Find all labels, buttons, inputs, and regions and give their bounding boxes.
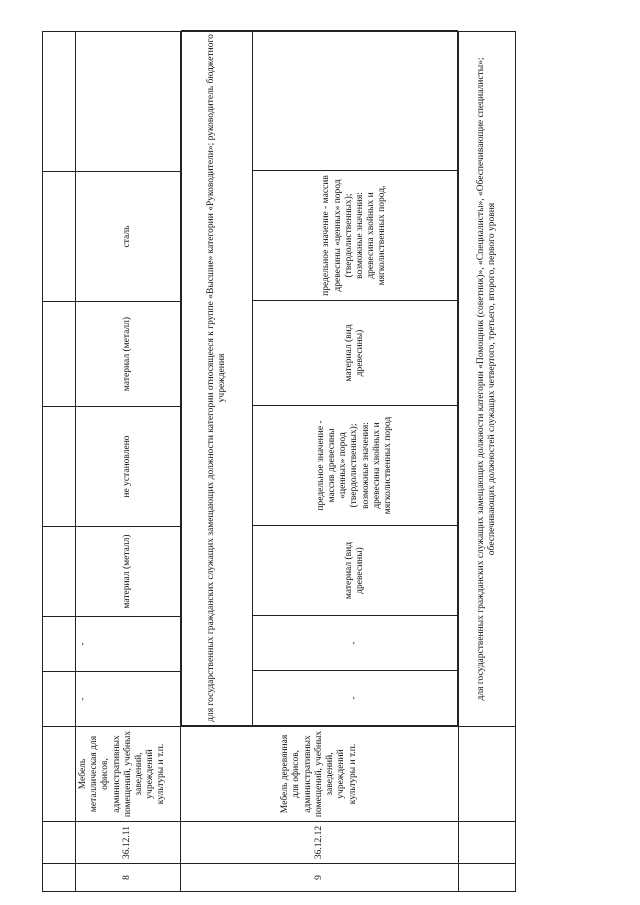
table-cell xyxy=(43,527,76,617)
section-heads-label: для государственных гражданских служащих замещающих должности категории относящееся к группе «Высшие» категории «Руководители»; руководитель бюджетного учреждения xyxy=(182,30,253,725)
row-9-detail xyxy=(181,32,459,727)
characteristic-name: материал (металл) xyxy=(76,302,181,407)
characteristic-name: материал (вид древесины) xyxy=(253,526,458,616)
furniture-requirements-table xyxy=(42,31,516,892)
table-cell xyxy=(43,672,76,727)
section-row xyxy=(182,30,253,725)
section-row xyxy=(459,32,516,892)
product-name: Мебель деревянная для офисов, административных помещений, учебных заведений, учреждений культуры и т.п. xyxy=(181,727,459,822)
characteristic-value: не установлено xyxy=(76,407,181,527)
table-cell xyxy=(253,30,458,170)
section-specialists-label: для государственных гражданских служащих замещающих должности категории «Помощник (советник)», «Специалисты», «Обеспечивающие специалисты»; обеспечивающих должностей служащих четвертого, третьего, второго, первого уровня xyxy=(459,32,516,727)
characteristic-value: сталь xyxy=(76,172,181,302)
table-cell xyxy=(459,822,516,864)
table-cell xyxy=(43,822,76,864)
characteristic-value: предельное значение - массив древесины «ценных» пород (твердолиственных); возможные значения: древесина хвойных и мягколиственных пород, xyxy=(253,171,458,301)
table-cell xyxy=(43,727,76,822)
table-cell: - xyxy=(253,671,458,726)
table-top-row xyxy=(43,32,76,892)
table-cell: - xyxy=(76,617,181,672)
table-row xyxy=(181,32,459,892)
row-number: 9 xyxy=(181,864,459,892)
table-cell xyxy=(459,727,516,822)
row-number: 8 xyxy=(76,864,181,892)
table-cell: - xyxy=(76,672,181,727)
table-row xyxy=(76,32,181,892)
table-cell xyxy=(76,32,181,172)
characteristic-name: материал (металл) xyxy=(76,527,181,617)
table-cell xyxy=(43,302,76,407)
nested-table xyxy=(181,30,458,726)
table-cell xyxy=(43,32,76,172)
okpd-code: 36.12.12 xyxy=(181,822,459,864)
table-row xyxy=(253,30,458,725)
table-cell xyxy=(43,864,76,892)
table-cell xyxy=(43,172,76,302)
table-cell xyxy=(43,407,76,527)
rotated-page xyxy=(42,32,502,892)
characteristic-value: предельное значение - массив древесины «ценных» пород (твердолиственных); возможные значения: древесина хвойных и мягколиственных пород xyxy=(253,406,458,526)
table-cell xyxy=(43,617,76,672)
table-cell: - xyxy=(253,616,458,671)
product-name: Мебель металлическая для офисов, административных помещений, учебных заведений, учреждений культуры и т.п. xyxy=(76,727,181,822)
characteristic-name: материал (вид древесины) xyxy=(253,301,458,406)
okpd-code: 36.12.11 xyxy=(76,822,181,864)
table-cell xyxy=(459,864,516,892)
